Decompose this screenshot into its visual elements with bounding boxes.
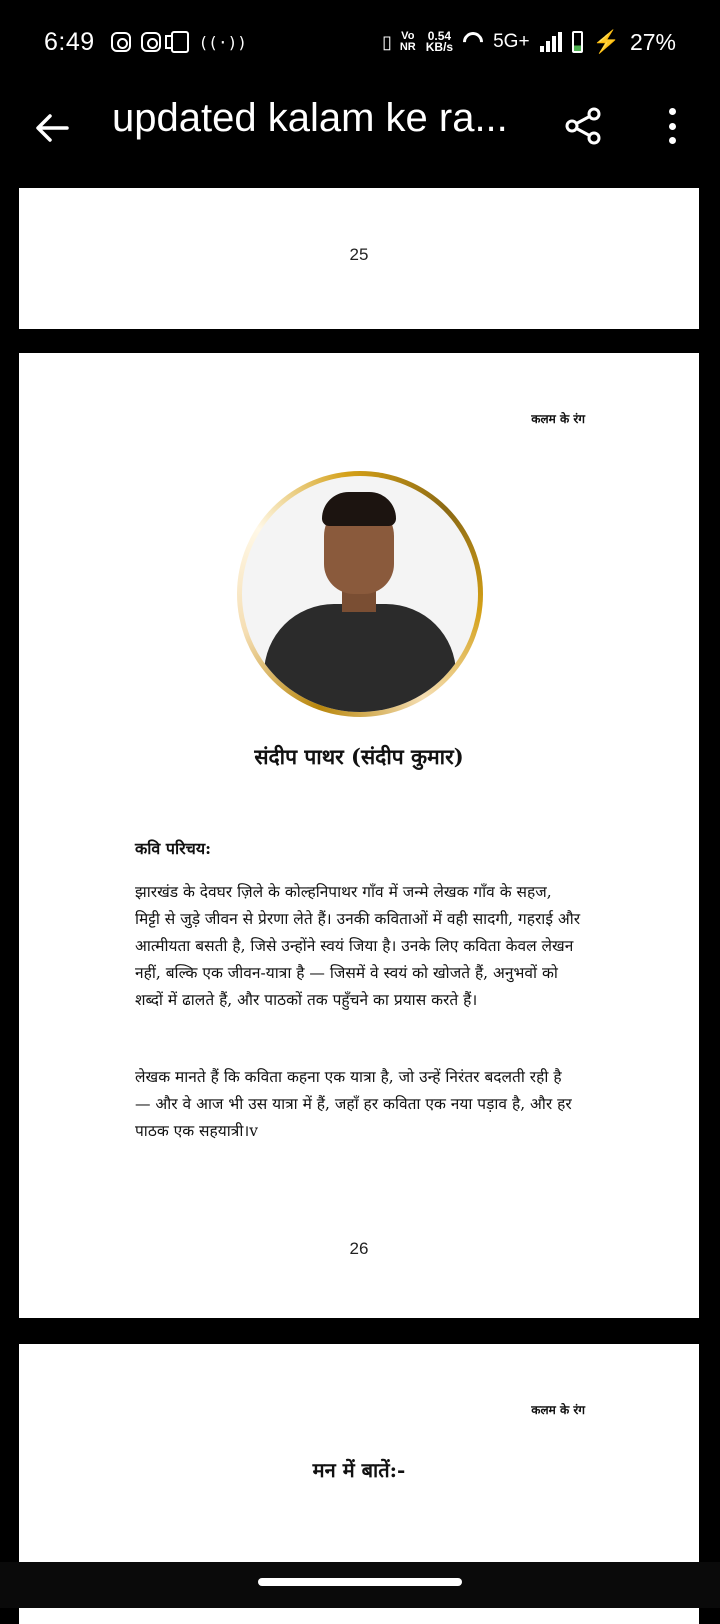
more-options-button[interactable] [652, 104, 692, 148]
back-button[interactable] [32, 108, 72, 148]
running-head: कलम के रंग [531, 1403, 585, 1417]
battery-icon [572, 31, 583, 53]
more-vert-icon [669, 137, 676, 144]
status-left [44, 28, 247, 57]
bio-paragraph-2: लेखक मानते हैं कि कविता कहना एक यात्रा है, जो उन्हें निरंतर बदलती रही है — और वे आज भी उस यात्रा में हैं, जहाँ हर कविता एक नया पड़ाव है, और हर पाठक एक सहयात्री।v [135, 1068, 572, 1140]
navigation-bar [0, 1562, 720, 1608]
hotspot-icon: ((·)) [198, 32, 247, 52]
home-gesture-handle[interactable] [258, 1578, 462, 1586]
document-title: updated kalam ke ra... [112, 96, 508, 140]
instagram-icon [141, 32, 161, 52]
volte-bottom: NR [399, 41, 416, 53]
volte-indicator [400, 31, 416, 53]
arrow-left-icon [35, 113, 69, 143]
charging-icon: ⚡ [592, 29, 620, 54]
more-vert-icon [669, 123, 676, 130]
author-photo-image [242, 476, 478, 712]
instagram-icon [111, 32, 131, 52]
network-speed-unit: KB/s [425, 40, 454, 54]
author-name: संदीप पाथर (संदीप कुमार) [254, 744, 464, 769]
status-bar [0, 0, 720, 84]
page-heading: मन में बातें:- [312, 1458, 406, 1482]
vibrate-icon: ▯ [381, 31, 390, 52]
network-speed [426, 31, 453, 53]
wifi-icon [459, 28, 487, 56]
volte-top: Vo [401, 30, 415, 42]
section-label: कवि परिचय: [135, 839, 212, 858]
document-page-25 [19, 188, 699, 329]
battery-percent: 27% [629, 28, 676, 55]
network-speed-value: 0.54 [427, 29, 452, 43]
author-photo [237, 471, 483, 717]
app-bar [0, 84, 720, 184]
more-vert-icon [669, 108, 676, 115]
page-number: 25 [349, 245, 369, 264]
network-type: 5G+ [493, 31, 530, 52]
bio-paragraph-1: झारखंड के देवघर ज़िले के कोल्हनिपाथर गाँव में जन्मे लेखक गाँव के सहज, मिट्टी से जुड़े जीवन से प्रेरणा लेते हैं। उनकी कविताओं में वही सादगी, गहराई और आत्मीयता बसती है, जिसे उन्होंने स्वयं जिया है। उनके लिए कविता केवल लेखन नहीं, बल्कि एक जीवन-यात्रा है — जिसमें वे स्वयं को खोजते हैं, अनुभवों को शब्दों में ढालते हैं, और पाठकों तक पहुँचने का प्रयास करते हैं। [135, 883, 581, 1009]
signal-icon [540, 32, 562, 52]
status-right [382, 29, 676, 56]
status-time: 6:49 [44, 27, 95, 56]
running-head: कलम के रंग [531, 412, 585, 426]
phone-icon [171, 31, 189, 53]
document-page-26 [19, 353, 699, 1318]
page-number: 26 [349, 1239, 369, 1258]
share-button[interactable] [564, 106, 604, 146]
share-icon [564, 106, 604, 146]
